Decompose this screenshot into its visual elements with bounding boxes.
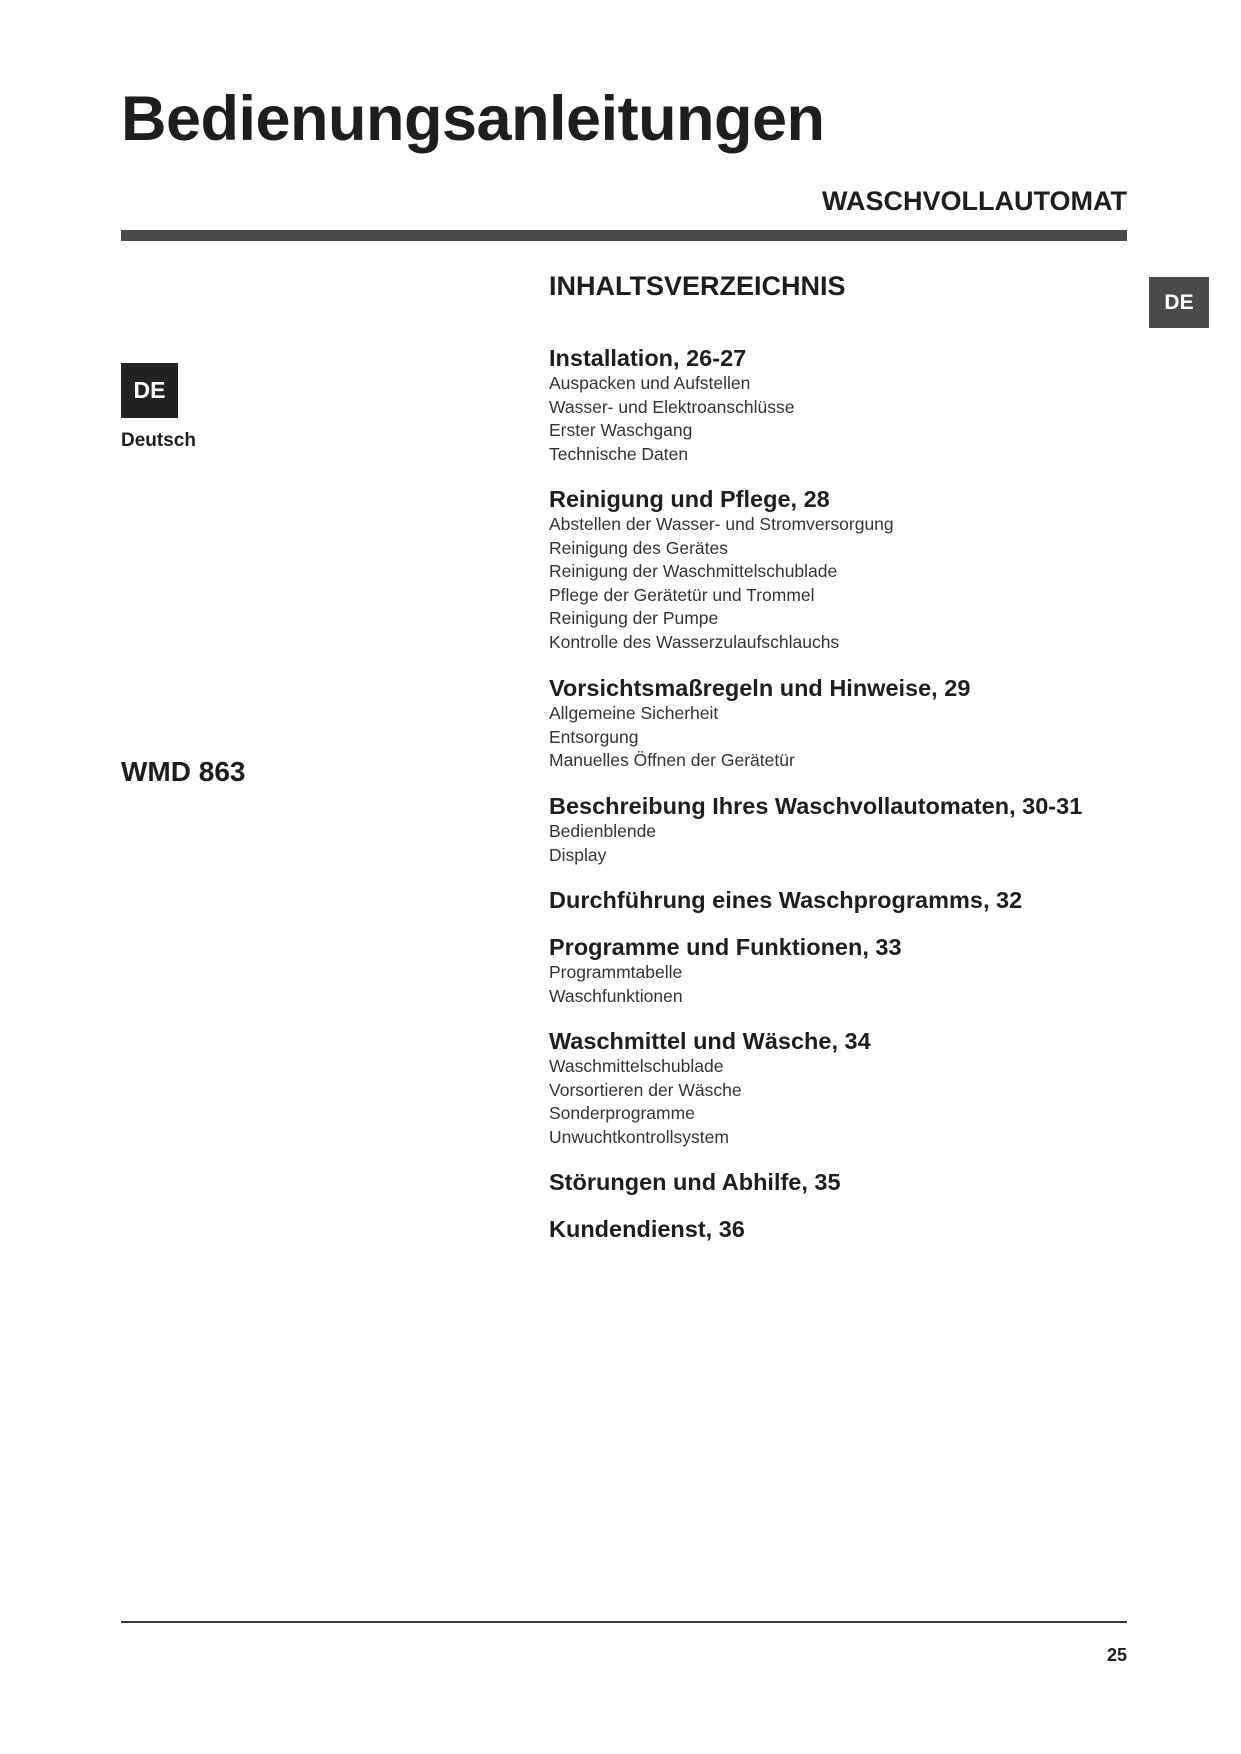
toc-section-title: Installation, 26-27: [549, 345, 747, 371]
toc-item: Auspacken und Aufstellen: [549, 373, 751, 393]
document-title: Bedienungsanleitungen: [121, 84, 825, 154]
toc-item: Entsorgung: [549, 726, 639, 747]
toc-item: Vorsortieren der Wäsche: [549, 1079, 742, 1100]
toc-item: Pflege der Gerätetür und Trommel: [549, 584, 815, 605]
toc-item: Kontrolle des Wasserzulaufschlauchs: [549, 631, 840, 652]
toc-section-title: Vorsichtsmaßregeln und Hinweise, 29: [549, 675, 971, 701]
toc-item: Reinigung des Gerätes: [549, 537, 728, 558]
document-subtitle: WASCHVOLLAUTOMAT: [822, 186, 1127, 216]
header-rule: [121, 230, 1127, 241]
toc-item: Unwuchtkontrollsystem: [549, 1126, 729, 1147]
toc-item: Programmtabelle: [549, 962, 683, 982]
toc-section-waschmittel: [549, 1027, 1129, 1149]
page-number: 25: [1106, 1645, 1127, 1665]
toc-heading: INHALTSVERZEICHNIS: [549, 271, 846, 301]
toc-section-title: Kundendienst, 36: [549, 1216, 745, 1242]
toc-section-title: Reinigung und Pflege, 28: [549, 486, 830, 512]
toc-section-title: Beschreibung Ihres Waschvollautomaten, 30-31: [549, 793, 1083, 819]
toc-item: Sonderprogramme: [549, 1103, 695, 1124]
toc-item: Erster Waschgang: [549, 420, 693, 441]
model-number: WMD 863: [121, 756, 246, 787]
toc-item: Reinigung der Waschmittelschublade: [549, 561, 838, 582]
toc-section-programme: [549, 933, 1129, 1008]
toc-section-durchfuehrung: [549, 886, 1129, 914]
toc-item: Manuelles Öffnen der Gerätetür: [549, 750, 795, 771]
toc-item: Waschmittelschublade: [549, 1056, 724, 1076]
language-badge: DE: [121, 363, 178, 418]
toc-section-beschreibung: [549, 792, 1129, 867]
toc-section-title: Waschmittel und Wäsche, 34: [549, 1028, 871, 1054]
toc-section-stoerungen: [549, 1168, 1129, 1196]
toc-section-reinigung: [549, 485, 1129, 655]
toc-item: Display: [549, 844, 607, 865]
toc-item: Technische Daten: [549, 443, 689, 464]
toc-item: Waschfunktionen: [549, 985, 683, 1006]
toc-item: Reinigung der Pumpe: [549, 608, 719, 629]
toc-section-vorsicht: [549, 674, 1129, 773]
toc-section-title: Störungen und Abhilfe, 35: [549, 1169, 841, 1195]
toc-item: Abstellen der Wasser- und Stromversorgung: [549, 514, 894, 534]
language-label: Deutsch: [121, 430, 196, 451]
toc-item: Wasser- und Elektroanschlüsse: [549, 396, 795, 417]
toc-section-title: Durchführung eines Waschprogramms, 32: [549, 887, 1023, 913]
toc-section-title: Programme und Funktionen, 33: [549, 934, 902, 960]
toc-item: Bedienblende: [549, 821, 657, 841]
language-edge-tab: DE: [1149, 277, 1209, 328]
toc-section-installation: [549, 344, 1129, 466]
toc-item: Allgemeine Sicherheit: [549, 703, 719, 723]
footer-rule: [121, 1621, 1127, 1623]
toc-section-kundendienst: [549, 1215, 1129, 1243]
